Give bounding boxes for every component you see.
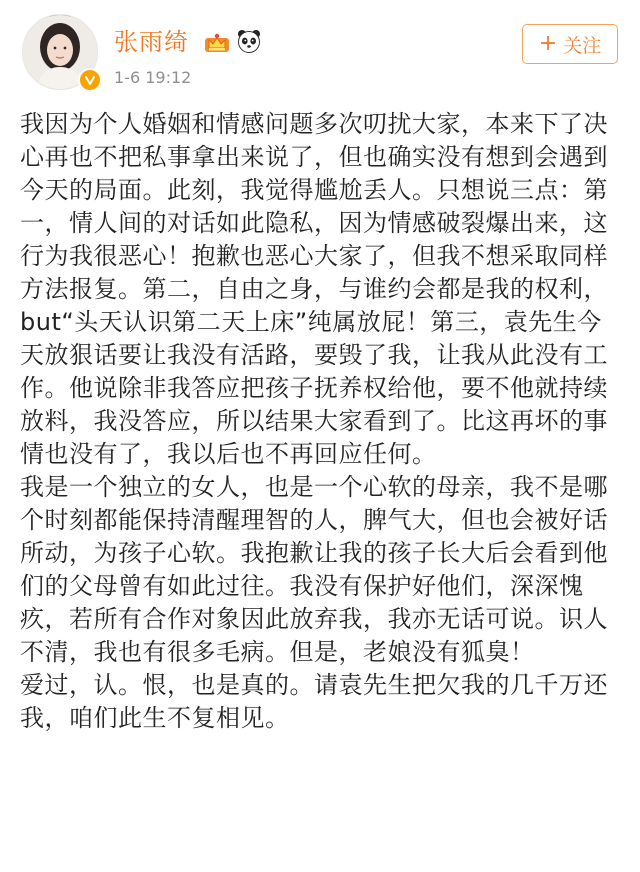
post-paragraph-3: 爱过，认。恨，也是真的。请袁先生把欠我的几千万还我，咱们此生不复相见。 — [20, 671, 608, 732]
plus-icon: + — [538, 31, 558, 56]
post-timestamp: 1-6 19:12 — [114, 68, 192, 87]
follow-button[interactable] — [522, 24, 618, 64]
verified-v-icon — [78, 68, 102, 92]
follow-button-label: 关注 — [563, 34, 602, 57]
author-name[interactable]: 张雨绮 — [114, 28, 189, 56]
crown-badge-icon[interactable] — [204, 30, 230, 54]
panda-badge-icon[interactable] — [236, 28, 262, 54]
post-body — [20, 108, 620, 735]
post-paragraph-1: 我因为个人婚姻和情感问题多次叨扰大家，本来下了决心再也不把私事拿出来说了，但也确实没有想到会遇到今天的局面。此刻，我觉得尴尬丢人。只想说三点：第一，情人间的对话如此隐私，因为情感破裂爆出来，这行为我很恶心！抱歉也恶心大家了，但我不想采取同样方法报复。第二，自由之身，与谁约会都是我的权利，but“头天认识第二天上床”纯属放屁！第三，袁先生今天放狠话要让我没有活路，要毁了我，让我从此没有工作。他说除非我答应把孩子抚养权给他，要不他就持续放料，我没答应，所以结果大家看到了。比这再坏的事情也没有了，我以后也不再回应任何。 — [20, 110, 608, 468]
post-paragraph-2: 我是一个独立的女人，也是一个心软的母亲，我不是哪个时刻都能保持清醒理智的人，脾气大，但也会被好话所动，为孩子心软。我抱歉让我的孩子长大后会看到他们的父母曾有如此过往。我没有保护好他们，深深愧疚，若所有合作对象因此放弃我，我亦无话可说。识人不清，我也有很多毛病。但是，老娘没有狐臭！ — [20, 473, 608, 666]
